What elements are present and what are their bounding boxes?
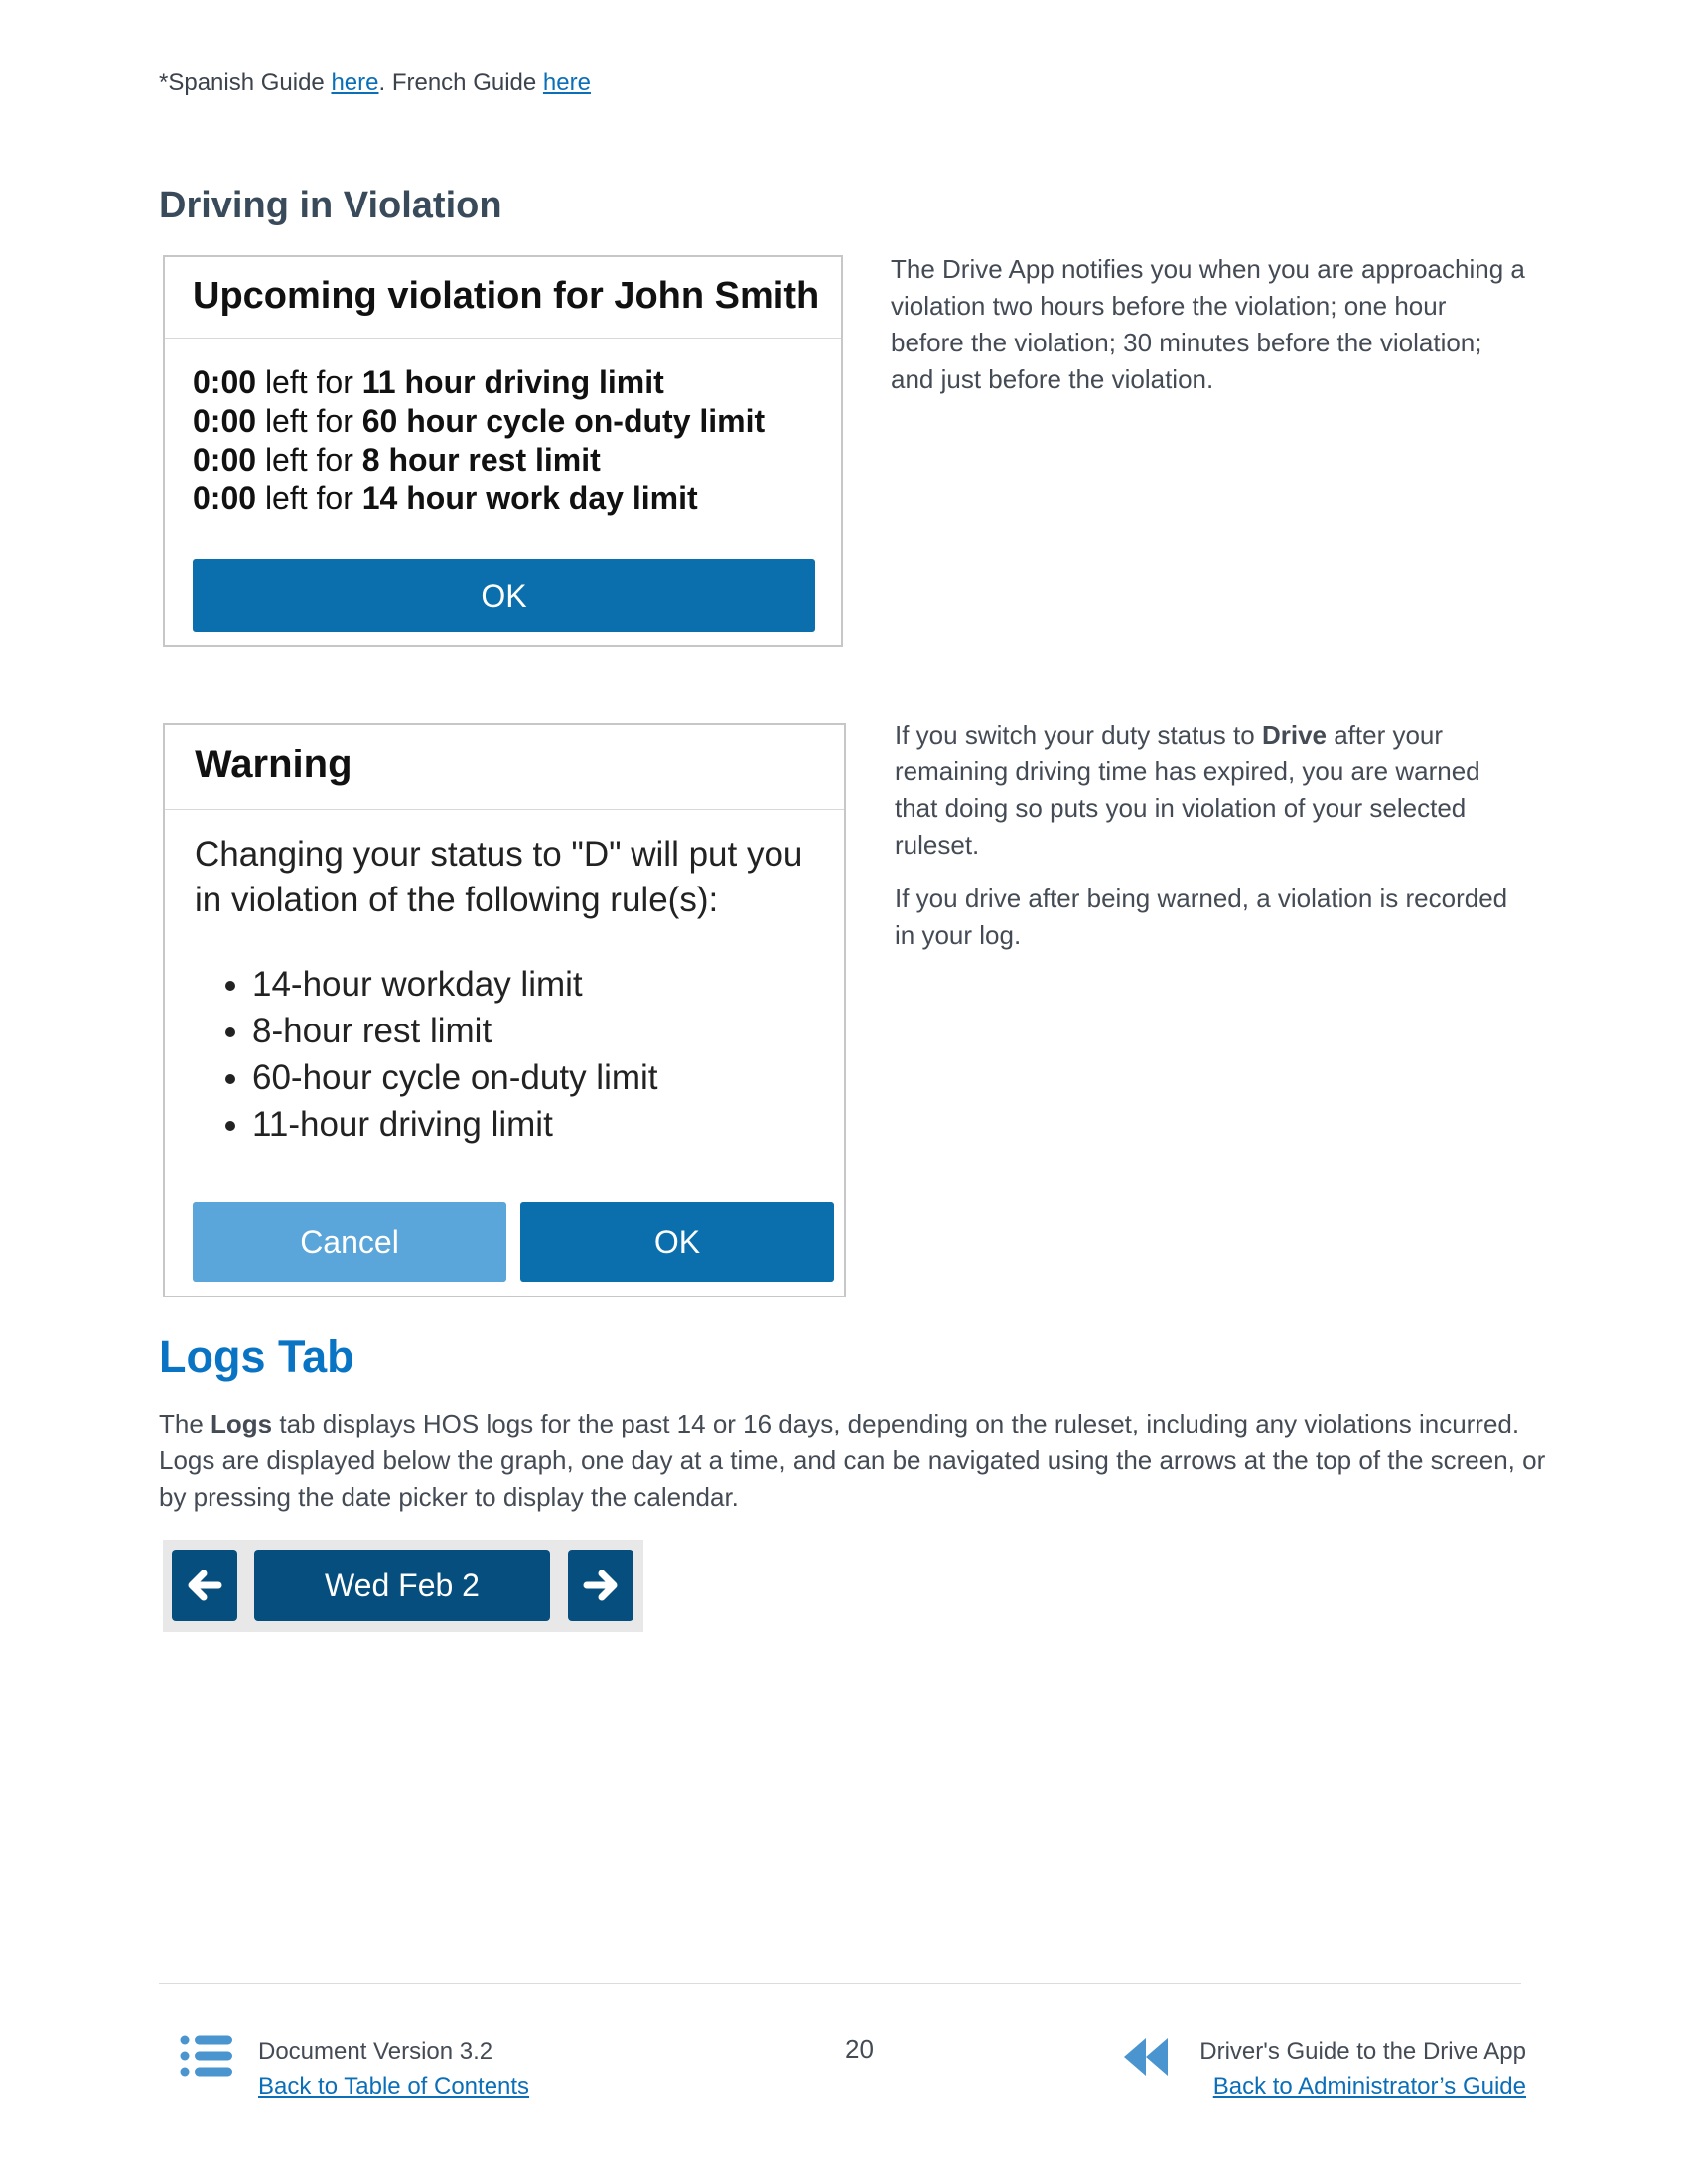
dialog-title: Warning bbox=[195, 743, 352, 786]
rule-item: • 60-hour cycle on-duty limit bbox=[252, 1054, 658, 1101]
warning-description bbox=[895, 717, 1530, 971]
dialog-title: Upcoming violation for John Smith bbox=[193, 275, 820, 317]
arrow-right-icon bbox=[568, 1550, 633, 1621]
cancel-button[interactable]: Cancel bbox=[193, 1202, 506, 1282]
upcoming-violation-dialog bbox=[163, 255, 843, 647]
ok-button[interactable]: OK bbox=[193, 559, 815, 632]
admin-guide-link[interactable]: Back to Administrator’s Guide bbox=[1212, 2073, 1526, 2100]
section-heading-driving: Driving in Violation bbox=[159, 185, 502, 226]
violation-line: 0:00 left for 11 hour driving limit bbox=[193, 364, 664, 400]
upcoming-violation-description: The Drive App notifies you when you are approaching a violation two hours before the violation; one hour before the violation; 30 minutes before the violation; and just before the violation. bbox=[891, 254, 1525, 394]
dialog-divider bbox=[165, 809, 844, 810]
french-guide-link[interactable]: here bbox=[542, 69, 591, 96]
warning-dialog bbox=[163, 723, 846, 1297]
footer-divider bbox=[159, 1983, 1521, 1984]
date-picker[interactable]: Wed Feb 2 bbox=[254, 1550, 550, 1621]
violation-line: 0:00 left for 14 hour work day limit bbox=[193, 480, 698, 516]
section-heading-logs: Logs Tab bbox=[159, 1331, 354, 1382]
dialog-divider bbox=[165, 338, 841, 339]
spanish-guide-link[interactable]: here bbox=[331, 69, 379, 96]
warning-paragraph: If you drive after being warned, a violation is recorded in your log. bbox=[895, 884, 1508, 950]
rule-list bbox=[195, 961, 658, 1148]
language-links bbox=[159, 69, 591, 97]
lang-prefix: *Spanish Guide bbox=[159, 69, 332, 96]
warning-paragraph: If you switch your duty status to Drive after your remaining driving time has expired, you are warned that doing so puts you in violation of your selected ruleset. bbox=[895, 720, 1480, 860]
next-day-button[interactable] bbox=[568, 1550, 633, 1621]
footer-left bbox=[258, 2034, 529, 2104]
ok-button[interactable]: OK bbox=[520, 1202, 834, 1282]
previous-day-button[interactable] bbox=[172, 1550, 237, 1621]
warning-message: Changing your status to "D" will put you in violation of the following rule(s): bbox=[195, 835, 803, 919]
document-version: Document Version 3.2 bbox=[258, 2038, 493, 2065]
rule-item: • 8-hour rest limit bbox=[252, 1008, 658, 1054]
date-navigator bbox=[163, 1540, 643, 1632]
arrow-left-icon bbox=[172, 1550, 237, 1621]
logs-description: The Logs tab displays HOS logs for the past 14 or 16 days, depending on the ruleset, including any violations incurred. Logs are displayed below the graph, one day at a time, and can be navigated using the arrows at the top of the screen, or by pressing the date picker to display the calendar. bbox=[159, 1409, 1546, 1512]
list-icon[interactable] bbox=[179, 2034, 234, 2078]
rule-item: • 14-hour workday limit bbox=[252, 961, 658, 1008]
violation-lines bbox=[193, 363, 765, 518]
toc-link[interactable]: Back to Table of Contents bbox=[258, 2073, 530, 2100]
page-number: 20 bbox=[845, 2034, 874, 2064]
violation-line: 0:00 left for 60 hour cycle on-duty limit bbox=[193, 403, 766, 439]
guide-title: Driver's Guide to the Drive App bbox=[1199, 2038, 1526, 2065]
lang-middle: . French Guide bbox=[378, 69, 543, 96]
violation-line: 0:00 left for 8 hour rest limit bbox=[193, 442, 601, 478]
footer-right bbox=[1132, 2034, 1526, 2104]
rule-item: • 11-hour driving limit bbox=[252, 1101, 658, 1148]
